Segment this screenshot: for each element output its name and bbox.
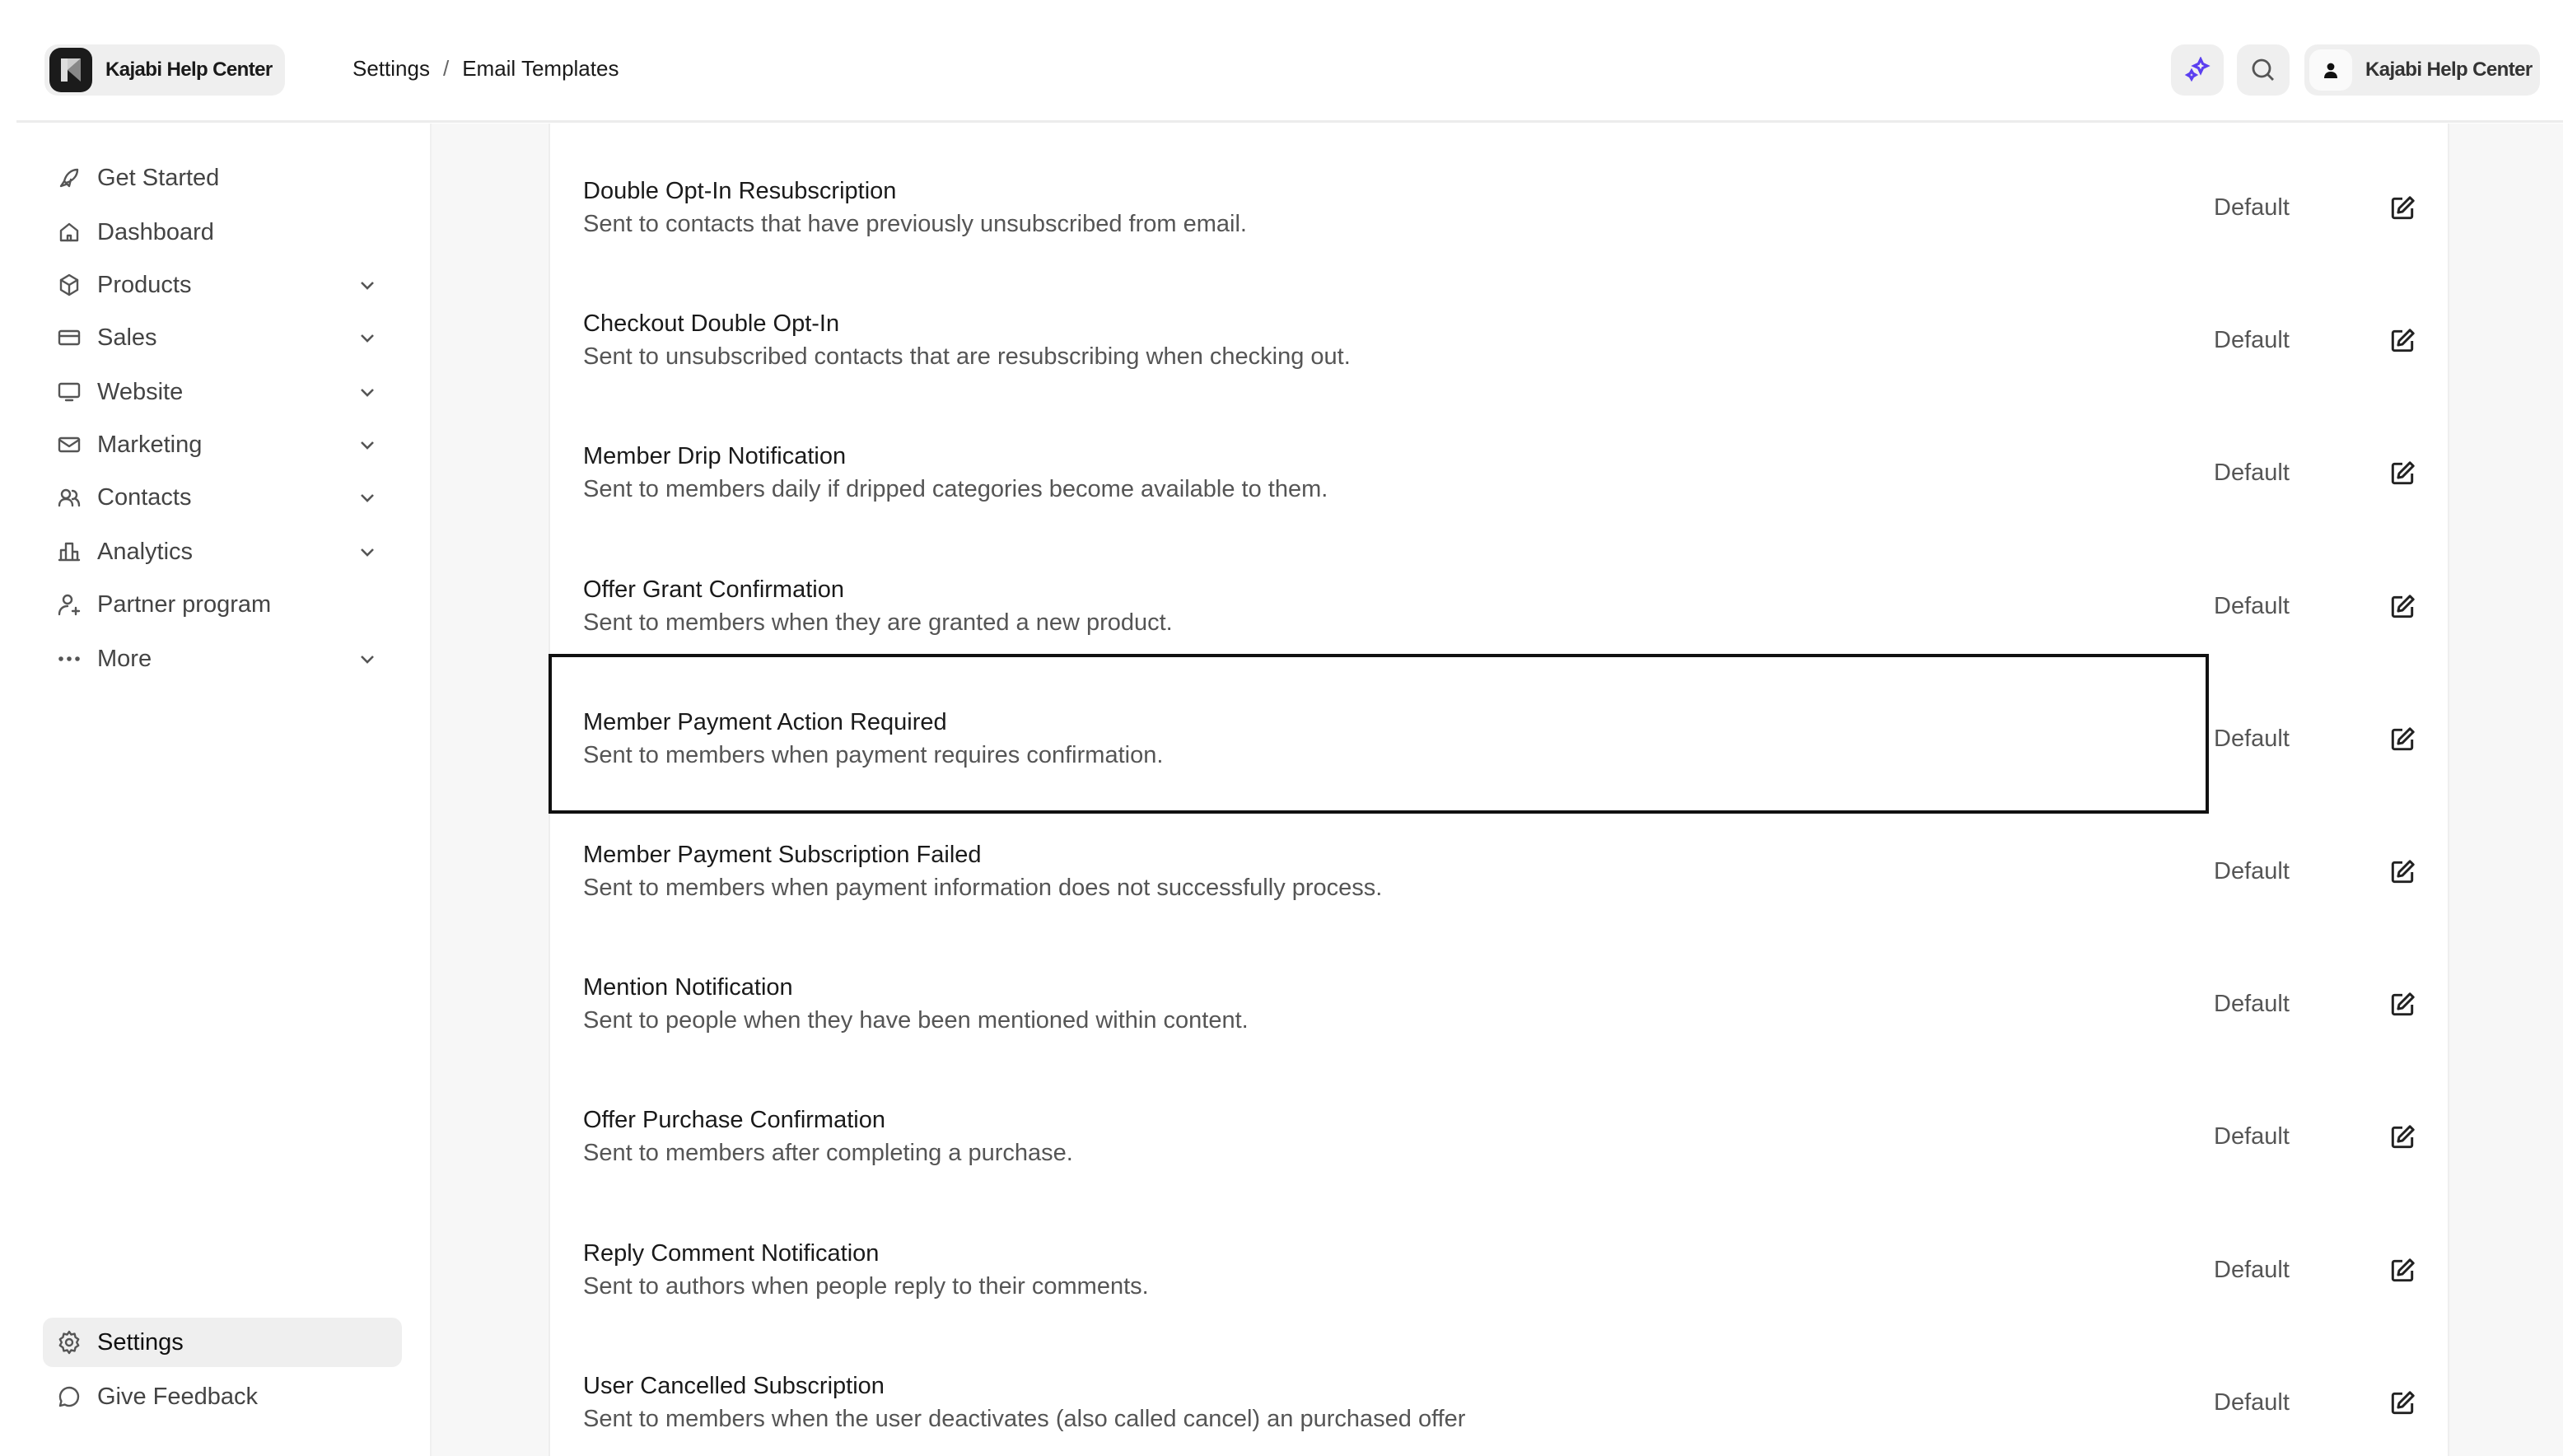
template-row[interactable] xyxy=(550,1192,2451,1324)
template-title: Reply Comment Notification xyxy=(583,1239,880,1267)
sidebar-item-give-feedback[interactable] xyxy=(43,1372,402,1421)
user-menu-button[interactable] xyxy=(2304,44,2540,96)
edit-icon[interactable] xyxy=(2388,1123,2416,1151)
header-divider xyxy=(16,120,2563,123)
template-status: Default xyxy=(2214,725,2290,752)
chevron-down-icon xyxy=(357,275,377,295)
sidebar-item-dashboard[interactable] xyxy=(43,208,402,257)
template-status: Default xyxy=(2214,460,2290,487)
sidebar-item-marketing[interactable] xyxy=(43,420,402,469)
credit-card-icon xyxy=(56,324,82,351)
box-icon xyxy=(56,272,82,298)
template-status: Default xyxy=(2214,1256,2290,1283)
sidebar-item-label: Settings xyxy=(97,1328,184,1356)
template-title: Member Drip Notification xyxy=(583,443,847,470)
sidebar-item-label: Give Feedback xyxy=(97,1383,259,1410)
template-title: Mention Notification xyxy=(583,974,793,1001)
template-row[interactable] xyxy=(550,263,2451,394)
template-title: Checkout Double Opt-In xyxy=(583,310,840,338)
partner-icon xyxy=(56,591,82,618)
template-description: Sent to members when payment information does not successfully process. xyxy=(583,875,1383,901)
search-icon xyxy=(2250,57,2276,83)
sidebar-item-settings[interactable] xyxy=(43,1318,402,1367)
sidebar-item-label: Analytics xyxy=(97,538,194,565)
template-title: Double Opt-In Resubscription xyxy=(583,178,897,204)
template-status: Default xyxy=(2214,1388,2290,1416)
highlight-box xyxy=(549,654,2209,814)
template-row[interactable] xyxy=(550,529,2451,660)
edit-icon[interactable] xyxy=(2388,991,2416,1019)
template-title: Member Payment Subscription Failed xyxy=(583,842,982,868)
chevron-down-icon xyxy=(357,488,377,507)
edit-icon[interactable] xyxy=(2388,460,2416,488)
template-description: Sent to members when payment requires confirmation. xyxy=(583,741,1164,768)
sidebar-item-label: Products xyxy=(97,271,192,298)
template-row[interactable] xyxy=(550,794,2451,926)
sidebar-item-analytics[interactable] xyxy=(43,527,402,576)
template-status: Default xyxy=(2214,327,2290,354)
rocket-icon xyxy=(56,165,82,191)
search-button[interactable] xyxy=(2237,44,2290,96)
sidebar-item-website[interactable] xyxy=(43,367,402,417)
sidebar-item-sales[interactable] xyxy=(43,313,402,362)
dots-icon xyxy=(56,646,82,672)
bar-chart-icon xyxy=(56,539,82,565)
template-description: Sent to people when they have been mentioned within content. xyxy=(583,1007,1249,1034)
template-status: Default xyxy=(2214,1123,2290,1150)
breadcrumb-separator: / xyxy=(442,56,450,81)
sidebar xyxy=(0,124,432,1456)
brand-button[interactable] xyxy=(44,44,285,96)
sidebar-item-label: Website xyxy=(97,378,184,405)
sidebar-item-label: Get Started xyxy=(97,164,220,191)
sidebar-item-label: Dashboard xyxy=(97,218,214,245)
template-row[interactable] xyxy=(550,1325,2451,1456)
template-description: Sent to contacts that have previously unsubscribed from email. xyxy=(583,211,1247,237)
chevron-down-icon xyxy=(357,328,377,348)
template-title: Offer Purchase Confirmation xyxy=(583,1107,885,1134)
chat-icon xyxy=(56,1384,82,1410)
edit-icon[interactable] xyxy=(2388,726,2416,754)
sidebar-item-products[interactable] xyxy=(43,260,402,310)
chevron-down-icon xyxy=(357,382,377,402)
sidebar-item-label: More xyxy=(97,645,152,672)
template-status: Default xyxy=(2214,991,2290,1018)
chevron-down-icon xyxy=(357,435,377,455)
user-avatar-icon xyxy=(2309,49,2352,91)
top-bar xyxy=(0,0,2563,122)
chevron-down-icon xyxy=(357,542,377,562)
users-icon xyxy=(56,484,82,511)
edit-icon[interactable] xyxy=(2388,1389,2416,1417)
template-row[interactable] xyxy=(550,130,2451,262)
edit-icon[interactable] xyxy=(2388,327,2416,355)
breadcrumb-email-templates: Email Templates xyxy=(462,56,619,81)
template-status: Default xyxy=(2214,858,2290,884)
kajabi-logo-icon xyxy=(49,48,92,92)
sparkle-icon xyxy=(2184,57,2211,83)
sidebar-item-label: Contacts xyxy=(97,483,192,511)
edit-icon[interactable] xyxy=(2388,1257,2416,1285)
right-gutter xyxy=(2449,124,2563,1456)
ai-assistant-button[interactable] xyxy=(2171,44,2224,96)
sidebar-item-label: Sales xyxy=(97,324,157,351)
template-title: Offer Grant Confirmation xyxy=(583,576,844,603)
sidebar-item-label: Partner program xyxy=(97,590,272,618)
edit-icon[interactable] xyxy=(2388,194,2416,222)
edit-icon[interactable] xyxy=(2388,858,2416,886)
user-name: Kajabi Help Center xyxy=(2365,58,2533,81)
monitor-icon xyxy=(56,379,82,405)
template-row[interactable] xyxy=(550,926,2451,1058)
sidebar-item-partner-program[interactable] xyxy=(43,580,402,629)
template-row[interactable] xyxy=(550,395,2451,527)
mail-icon xyxy=(56,432,82,458)
sidebar-item-label: Marketing xyxy=(97,431,203,458)
sidebar-item-get-started[interactable] xyxy=(43,153,402,203)
breadcrumb xyxy=(352,56,619,82)
template-row[interactable] xyxy=(550,1059,2451,1191)
edit-icon[interactable] xyxy=(2388,593,2416,621)
template-title: Member Payment Action Required xyxy=(583,708,947,735)
breadcrumb-settings[interactable]: Settings xyxy=(352,56,430,81)
template-description: Sent to authors when people reply to their comments. xyxy=(583,1272,1149,1300)
gear-icon xyxy=(56,1329,82,1356)
template-description: Sent to members when they are granted a new product. xyxy=(583,609,1173,636)
template-status: Default xyxy=(2214,592,2290,619)
sidebar-item-more[interactable] xyxy=(43,634,402,684)
template-description: Sent to members after completing a purchase. xyxy=(583,1140,1073,1167)
brand-label: Kajabi Help Center xyxy=(105,58,273,81)
sidebar-item-contacts[interactable] xyxy=(43,473,402,522)
template-description: Sent to members when the user deactivates (also called cancel) an purchased offer xyxy=(583,1405,1466,1432)
template-status: Default xyxy=(2214,194,2290,221)
template-title: User Cancelled Subscription xyxy=(583,1372,885,1399)
template-description: Sent to unsubscribed contacts that are resubscribing when checking out. xyxy=(583,343,1351,371)
left-gutter xyxy=(432,124,549,1456)
chevron-down-icon xyxy=(357,649,377,669)
template-description: Sent to members daily if dripped categories become available to them. xyxy=(583,476,1328,503)
home-icon xyxy=(56,219,82,245)
